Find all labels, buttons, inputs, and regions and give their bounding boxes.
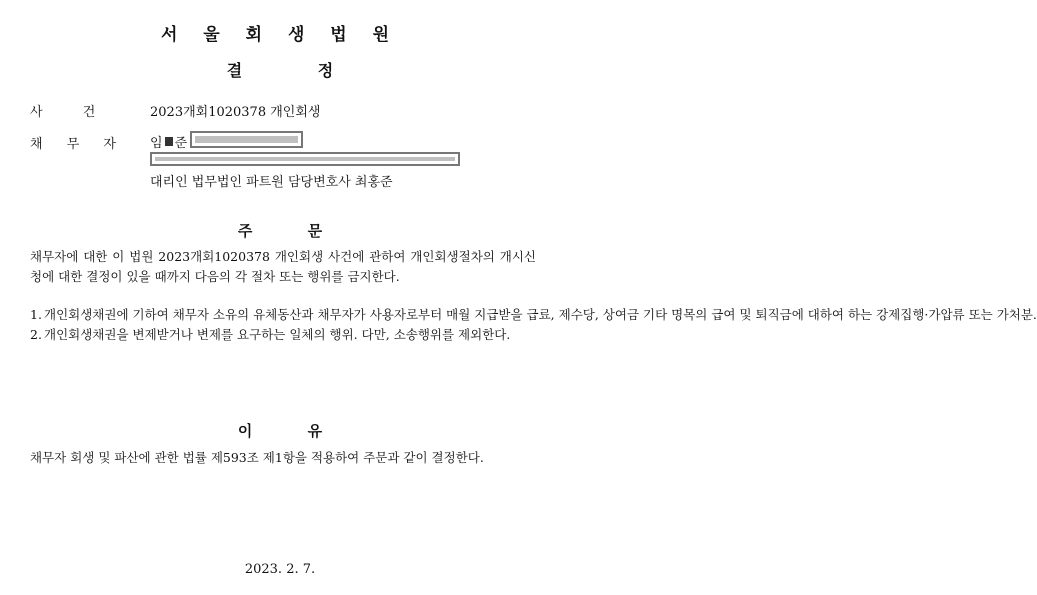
case-number: 2023개회1020378 개인회생 xyxy=(150,105,321,120)
order-item xyxy=(30,325,536,345)
order-heading: 주 문 xyxy=(237,222,323,240)
case-label: 사 건 xyxy=(30,105,96,120)
name-mask-block xyxy=(165,137,173,146)
debtor-label: 채 무 자 xyxy=(30,137,116,152)
order-item-text: 개인회생채권에 기하여 채무자 소유의 유체동산과 채무자가 사용자로부터 매월 지급받을 급료, 제수당, 상여금 기타 명목의 급여 및 퇴직금에 대하여 하는 강제집행·가압류 또는 가처분. xyxy=(44,307,1037,322)
order-item-number: 1. xyxy=(30,307,42,322)
order-item-number: 2. xyxy=(30,327,42,342)
document-title: 결 정 xyxy=(226,61,334,80)
court-name: 서 울 회 생 법 원 xyxy=(160,25,400,45)
decision-date: 2023. 2. 7. xyxy=(244,562,316,577)
order-item-text: 개인회생채권을 변제받거나 변제를 요구하는 일체의 행위. 다만, 소송행위를 제외한다. xyxy=(44,327,511,342)
debtor-name xyxy=(150,132,187,151)
order-items-list xyxy=(30,305,1037,345)
debtor-name-last: 준 xyxy=(174,136,188,151)
order-intro: 채무자에 대한 이 법원 2023개회1020378 개인회생 사건에 관하여 개인회생절차의 개시신청에 대한 결정이 있을 때까지 다음의 각 절차 또는 행위를 금지한다. xyxy=(30,249,536,284)
redacted-address-box xyxy=(150,152,460,166)
debtor-name-first: 임 xyxy=(150,136,163,151)
redacted-id-box xyxy=(190,131,303,148)
reason-text: 채무자 회생 및 파산에 관한 법률 제593조 제1항을 적용하여 주문과 같이 결정한다. xyxy=(30,450,484,465)
order-item xyxy=(30,305,1037,325)
reason-heading: 이 유 xyxy=(237,422,323,440)
debtor-agent: 대리인 법무법인 파트원 담당변호사 최홍준 xyxy=(150,175,393,190)
